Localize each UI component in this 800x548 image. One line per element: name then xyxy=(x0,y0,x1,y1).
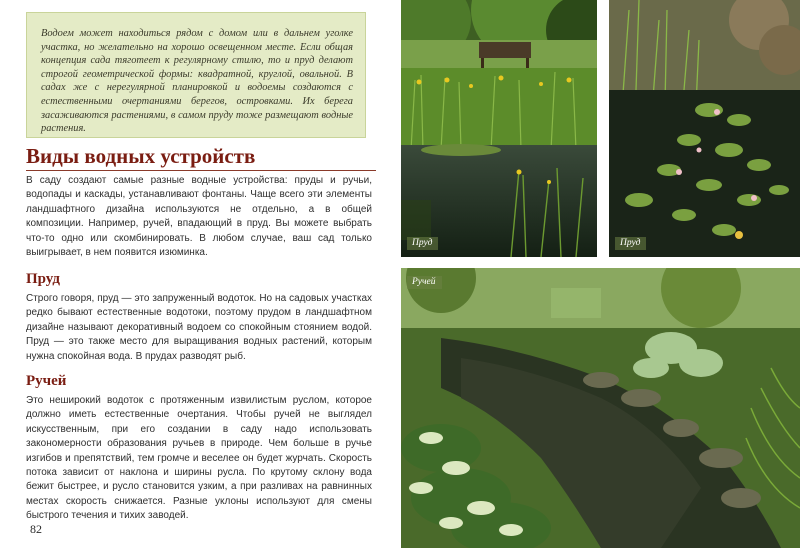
pond-photo-2-image xyxy=(609,0,800,257)
pond-paragraph: Строго говоря, пруд — это запруженный водоток. Но на садовых участках редко бывают естественные водотоки, поэтому прудом в ландшафтном дизайне называют декоративный водоем со спокойным стоянием водой. Пруд — это также место для выращивания водных растений, которым нужна спокойная вода. В прудах разводят рыб. xyxy=(26,293,372,362)
section-intro-paragraph: В саду создают самые разные водные устройства: пруды и ручьи, водопады и каскады, устанавливают фонтаны. Чаще всего эти элементы ландшафтного дизайна используются не отдельно, а в общей композиции. Например, ручей, впадающий в пруд. Вы можете выбрать что-то одно или скомбинировать. В любом случае, ваш сад только выигрывает, в нем появится изюминка. xyxy=(26,175,372,259)
pond-photo-2 xyxy=(609,0,800,257)
photo-caption: Пруд xyxy=(615,237,646,250)
section-title: Виды водных устройств xyxy=(26,144,256,168)
stream-heading: Ручей xyxy=(26,373,67,389)
page-number: 82 xyxy=(30,522,42,536)
pond-photo-1 xyxy=(401,0,597,257)
stream-paragraph: Это неширокий водоток с протяженным извилистым руслом, которое должно иметь естественные очертания. Чтобы ручей не выглядел искусственным, при его создании в саду надо использовать закономерности образования ручьев в природе. Чем больше в ручье изгибов и препятствий, тем громче и веселее он будет журчать. Скорость потока зависит от наклона и ширины русла. По крутому склону вода бежит быстрее, и русло становится узким, а при разливах на равнинных местах скорость снижается. Разные уклоны используют для смены быстрого течения и тихих заводей. xyxy=(26,395,372,522)
pond-photo-1-image xyxy=(401,0,597,257)
pond-heading: Пруд xyxy=(26,271,60,287)
callout-text: Водоем может находиться рядом с домом или в дальнем уголке участка, но желательно на хорошо освещенном месте. Если общая концепция сада тяготеет к регулярному стилю, то и пруд делают строгой геометрической формы: квадратной, круглой, овальной. В садах же с нерегулярной планировкой и водоемы создаются с естественными очертаниями берегов, островками. Их берега засаживаются растениями, в самом пруду тоже размещают водные растения. xyxy=(41,28,353,135)
intro-callout-box xyxy=(26,12,366,138)
stream-photo xyxy=(401,268,800,548)
stream-photo-image xyxy=(401,268,800,548)
title-divider xyxy=(26,170,376,171)
photo-caption: Ручей xyxy=(407,276,442,289)
photo-caption: Пруд xyxy=(407,237,438,250)
